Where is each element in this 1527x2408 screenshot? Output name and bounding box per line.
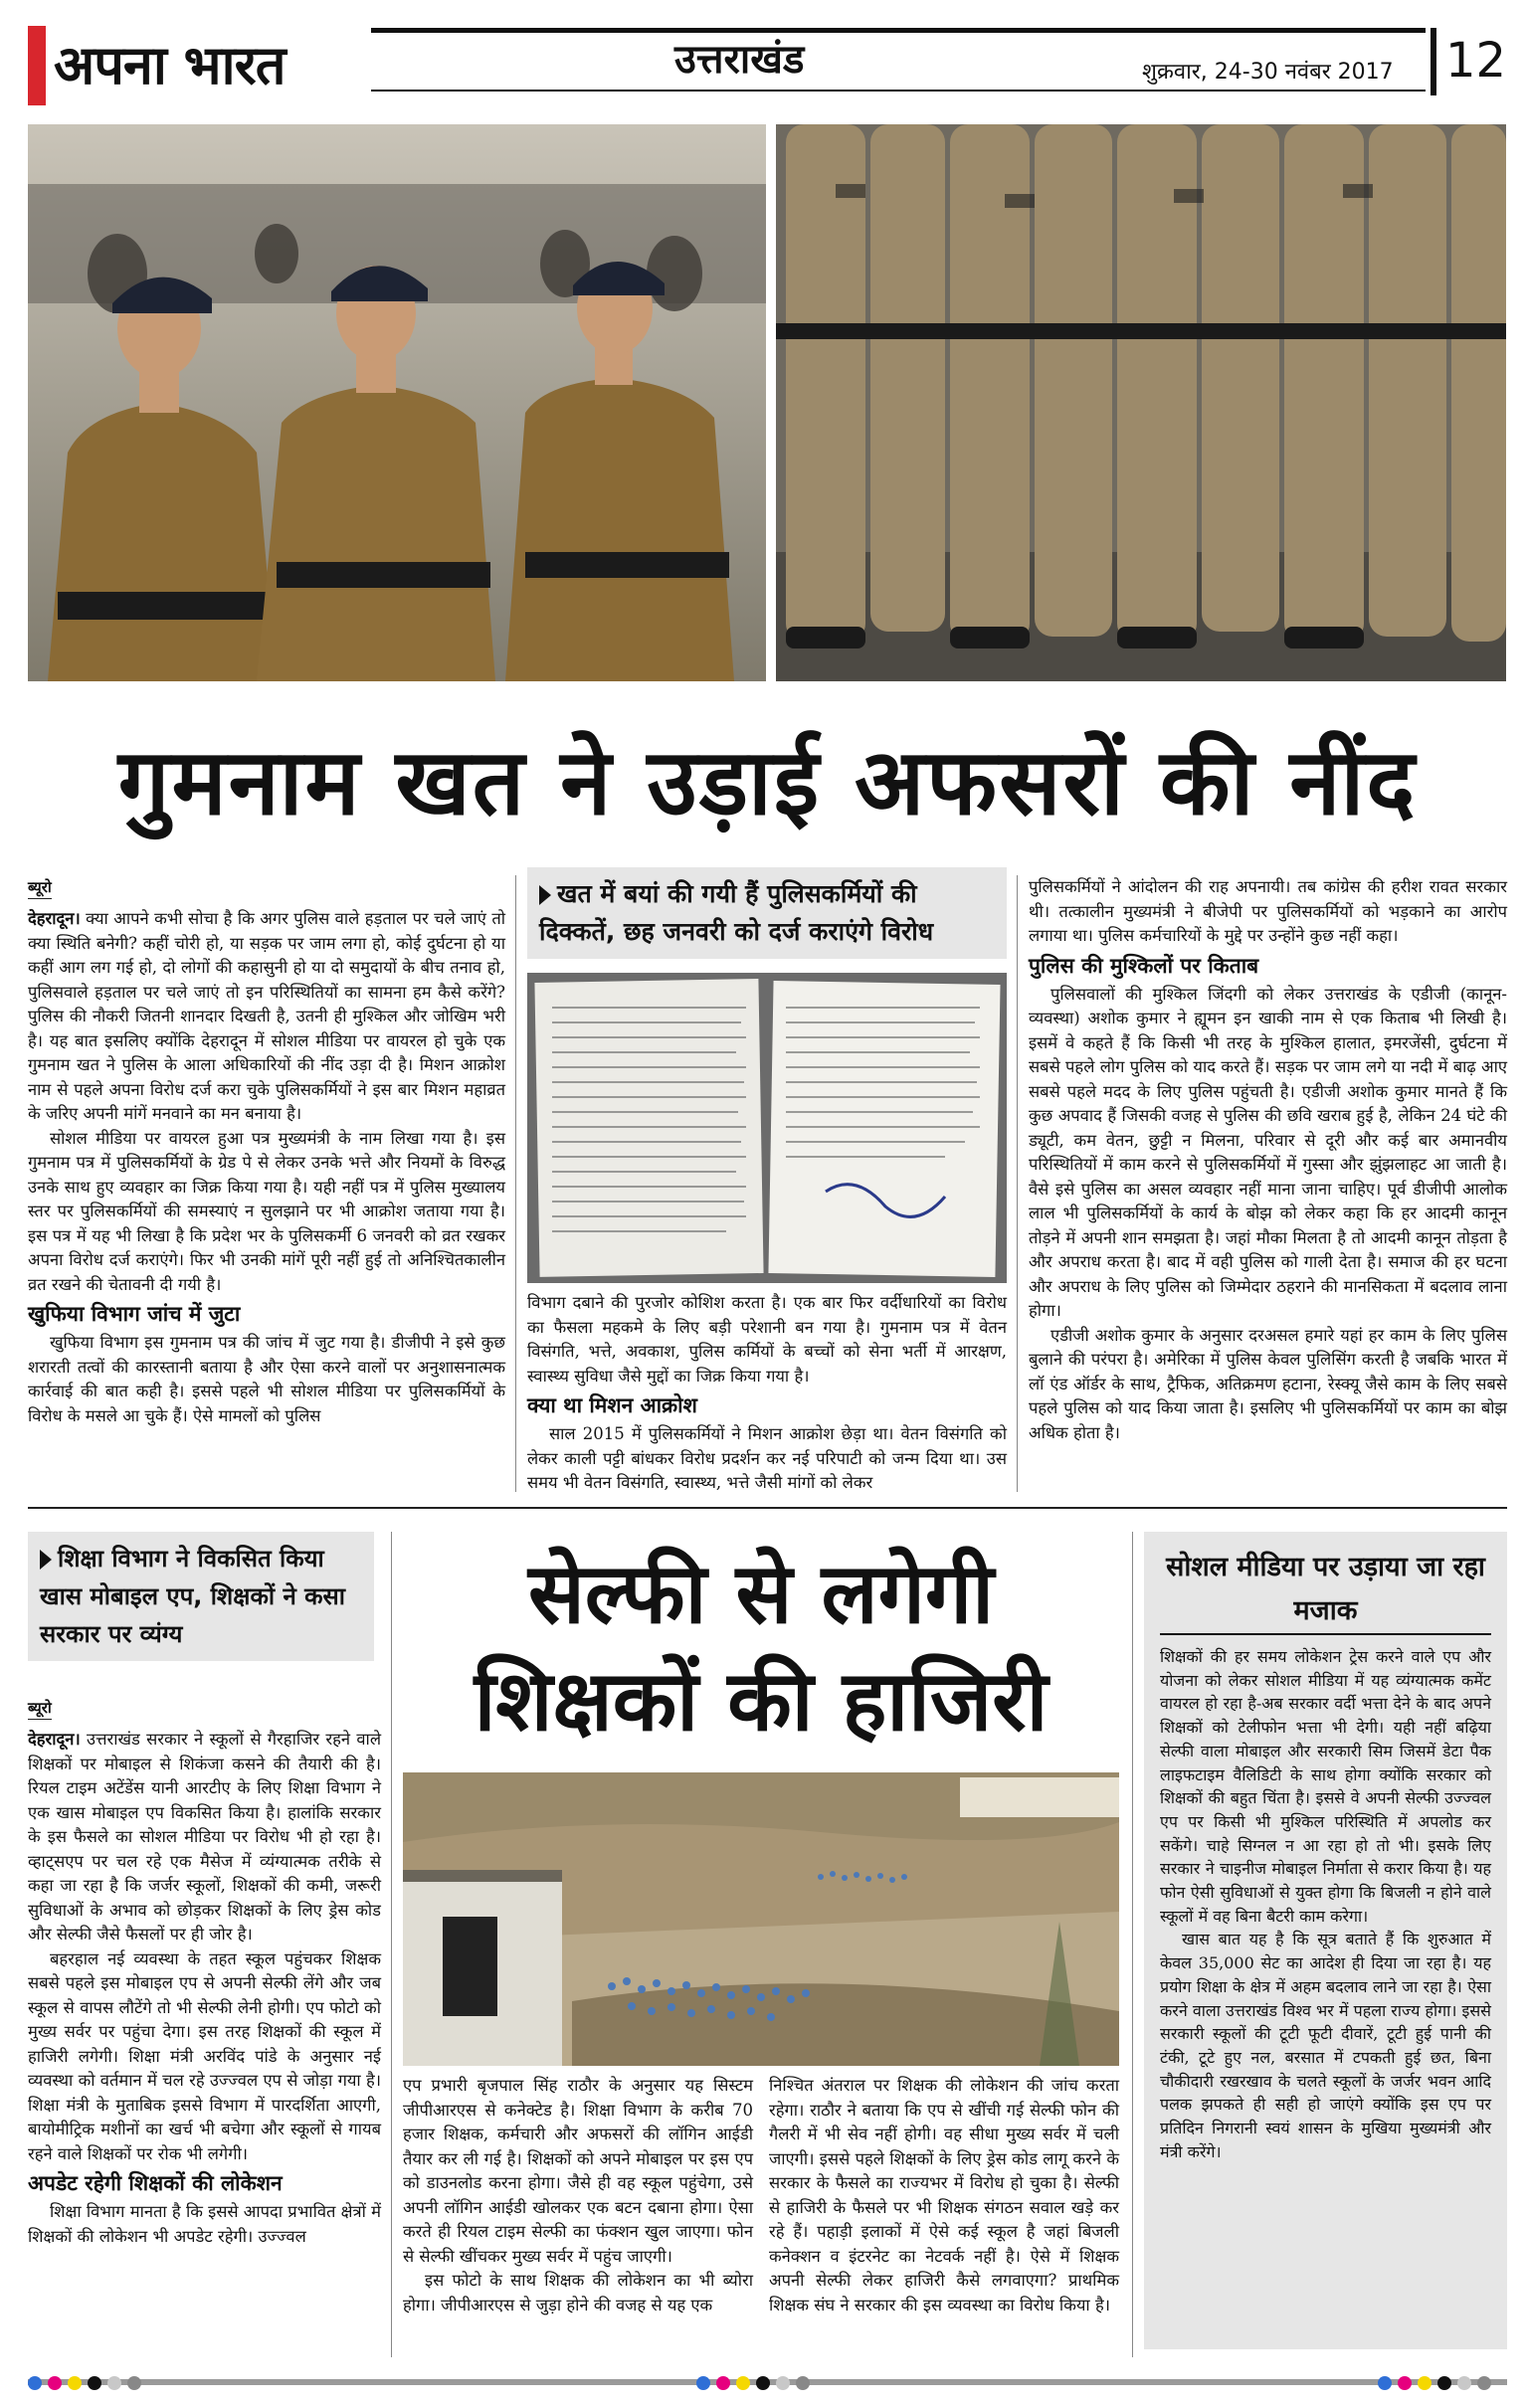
column-divider (515, 875, 516, 1492)
story2-paragraph: इस फोटो के साथ शिक्षक की लोकेशन का भी ब्योरा होगा। जीपीआरएस से जुड़ा होने की वजह से यह एक (403, 2271, 753, 2315)
story1-paragraph: सोशल मीडिया पर वायरल हुआ पत्र मुख्यमंत्री के नाम लिखा गया है। इस गुमनाम पत्र में पुलिसकर्मियों के ग्रेड पे से लेकर उनके भत्ते और नियमों के विरुद्ध उनके साथ हुए व्यवहार का जिक्र किया गया है। यही नहीं पत्र में पुलिस मुख्यालय स्तर पर पुलिसकर्मियों की समस्याएं न सुलझाने पर भी आक्रोश जताया गया है। इस पत्र में यह भी लिखा है कि प्रदेश भर के पुलिसकर्मी 6 जनवरी को व्रत रखकर अपना विरोध दर्ज कराएंगे। फिर भी उनकी मांगें पूरी नहीं हुई तो अनिश्चितकालीन व्रत रखने की चेतावनी दी गयी है। (28, 1128, 505, 1294)
registration-dot (776, 2376, 790, 2390)
registration-dot (88, 2376, 101, 2390)
section-name: उत्तराखंड (674, 37, 805, 83)
story2-paragraph: एप प्रभारी बृजपाल सिंह राठौर के अनुसार यह सिस्टम जीपीआरएस से कनेक्टेड है। शिक्षा विभाग के करीब 70 हजार शिक्षक, कर्मचारी और अफसरों की लॉगिन आईडी तैयार कर ली गई है। शिक्षकों को अपने मोबाइल पर इस एप को डाउनलोड करना होगा। जैसे ही वह स्कूल पहुंचेगा, उसे अपनी लॉगिन आईडी खोलकर एक बटन दबाना होगा। ऐसा करते ही रियल टाइम सेल्फी का फंक्शन खुल जाएगा। फोन से सेल्फी खींचकर मुख्य सर्वर में पहुंच जाएगी। (403, 2076, 753, 2266)
story1-column-2 (527, 1291, 1007, 1496)
story2-headline-line2: शिक्षकों की हाजिरी (474, 1652, 1049, 1750)
registration-dot (1418, 2376, 1432, 2390)
story1-subhead: पुलिस की मुश्किलों पर किताब (1029, 953, 1259, 978)
registration-dot (696, 2376, 710, 2390)
police-officers-photo (28, 124, 766, 681)
column-divider (1017, 875, 1018, 1492)
story2-callout-text: शिक्षा विभाग ने विकसित किया खास मोबाइल एप, शिक्षकों ने कसा सरकार पर व्यंग्य (40, 1545, 345, 1648)
sidebar-paragraph: शिक्षकों की हर समय लोकेशन ट्रेस करने वाले एप और योजना को लेकर सोशल मीडिया में यह व्यंग्यात्मक कमेंट वायरल हो रहा है-अब सरकार वर्दी भत्ता देने के बाद अपने शिक्षकों को टेलीफोन भत्ता भी देगी। यही नहीं बढ़िया सेल्फी वाला मोबाइल और सरकारी सिम जिसमें डेटा पैक लाइफटाइम वैलिडिटी के साथ होगा क्योंकि सरकार को शिक्षकों की बहुत चिंता है। इससे वे अपनी सेल्फी उज्ज्वल एप पर किसी भी मुश्किल परिस्थिति में अपलोड कर सकेंगे। चाहे सिग्नल न आ रहा हो तो भी। इसके लिए सरकार ने चाइनीज मोबाइल निर्माता से करार किया है। यह फोन ऐसी सुविधाओं से युक्त होगा कि बिजली न होने वाले स्कूलों में वह बिना बैटरी काम करेगा। (1160, 1647, 1491, 1926)
story1-paragraph: विभाग दबाने की पुरजोर कोशिश करता है। एक बार फिर वर्दीधारियों का विरोध का फैसला महकमे के लिए बड़ी परेशानी बन गया है। गुमनाम पत्र में वेतन विसंगति, भत्ते, अवकाश, पुलिस कर्मियों के बच्चों को सेना भर्ती में आरक्षण, स्वास्थ्य सुविधा जैसे मुद्दों का जिक्र किया गया है। (527, 1293, 1007, 1386)
story1-paragraph: पुलिसवालों की मुश्किल जिंदगी को लेकर उत्तराखंड के एडीजी (कानून-व्यवस्था) अशोक कुमार ने ह्यूमन इन खाकी नाम से एक किताब भी लिखी है। इसमें वे कहते हैं कि किसी भी तरह के मुश्किल हालात, इमरजेंसी, दुर्घटना में सबसे पहले लोग पुलिस को याद करते हैं। सड़क पर जाम लगे या नदी में बाढ़ आए सबसे पहले मदद के लिए पुलिस पहुंचती है। एडीजी अशोक कुमार मानते हैं कि कुछ अपवाद हैं जिसकी वजह से पुलिस की छवि खराब हुई है, लेकिन 24 घंटे की ड्यूटी, कम वेतन, छुट्टी न मिलना, परिवार से दूरी और कई बार अमानवीय परिस्थितियों में काम करने से पुलिसकर्मियों में गुस्सा और झुंझलाहट आ जाती है। वैसे इसे पुलिस का असल व्यवहार नहीं माना जाना चाहिए। पूर्व डीजीपी आलोक लाल भी पुलिसकर्मियों के कार्य के बोझ को लेकर कहा कि हर आदमी कानून तोड़ने में अपनी शान समझता है। जहां मौका मिलता है तो आदमी कानून तोड़ता है और अपराध करता है। बाद में वही पुलिस को गाली देता है। समाज की हर घटना और अपराध के लिए पुलिस को जिम्मेदार ठहराने की मानसिकता में बदलाव लाना होगा। (1029, 984, 1507, 1320)
anonymous-letter-photo (527, 973, 1007, 1283)
story2-paragraph: निश्चित अंतराल पर शिक्षक की लोकेशन की जांच करता रहेगा। राठौर ने बताया कि एप से खींची गई सेल्फी फोन की गैलरी में भी सेव नहीं होगी। वह सीधा मुख्य सर्वर में चली जाएगी। इससे पहले शिक्षकों के लिए ड्रेस कोड लागू करने के सरकार के फैसले का राज्यभर में विरोध हो चुका है। सेल्फी से हाजिरी के फैसले पर भी शिक्षक संगठन सवाल खड़े कर रहे हैं। पहाड़ी इलाकों में ऐसे कई स्कूल है जहां बिजली कनेक्शन व इंटरनेट का नेटवर्क नहीं है। ऐसे में शिक्षक अपनी सेल्फी लेकर हाजिरी कैसे लगवाएगा? प्राथमिक शिक्षक संघ ने सरकार की इस व्यवस्था का विरोध किया है। (769, 2076, 1119, 2315)
triangle-bullet-icon (40, 1550, 52, 1570)
story2-column-3 (769, 2074, 1119, 2317)
page-number-divider (1431, 28, 1436, 95)
registration-dot (1398, 2376, 1412, 2390)
registration-dot (716, 2376, 730, 2390)
registration-dot (1378, 2376, 1392, 2390)
masthead (28, 18, 1507, 109)
story2-paragraph: शिक्षा विभाग मानता है कि इससे आपदा प्रभावित क्षेत्रों में शिक्षकों की लोकेशन भी अपडेट रहेगी। उज्ज्वल (28, 2202, 381, 2246)
story1-paragraph: साल 2015 में पुलिसकर्मियों ने मिशन आक्रोश छेड़ा था। वेतन विसंगति को लेकर काली पट्टी बांधकर विरोध प्रदर्शन कर नई परिपाटी को जन्म दिया था। उस समय भी वेतन विसंगति, स्वास्थ्य, भत्ते जैसी मांगों को लेकर (527, 1424, 1007, 1492)
story1-paragraph: पुलिसकर्मियों ने आंदोलन की राह अपनायी। तब कांग्रेस की हरीश रावत सरकार थी। तत्कालीन मुख्यमंत्री ने बीजेपी पर पुलिसकर्मियों को भड़काने का आरोप लगाया था। पुलिस कर्मचारियों के मुद्दे पर उन्होंने कुछ नहीं कहा। (1029, 877, 1507, 945)
registration-dot (107, 2376, 121, 2390)
story2-paragraph: उत्तराखंड सरकार ने स्कूलों से गैरहाजिर रहने वाले शिक्षकों पर मोबाइल से शिकंजा कसने की तैयारी की है। रियल टाइम अटेंडेंस यानी आरटीए के लिए शिक्षा विभाग ने एक खास मोबाइल एप विकसित किया है। हालांकि सरकार के इस फैसले का सोशल मीडिया पर विरोध भी हो रहा है। व्हाट्सएप पर चल रहे एक मैसेज में व्यंग्यात्मक तरीके से कहा जा रहा है कि जर्जर स्कूलों, शिक्षकों की कमी, जरूरी सुविधाओं के अभाव को छोड़कर शिक्षकों के लिए ड्रेस कोड और सेल्फी जैसे फैसलों पर ही जोर है। (28, 1730, 382, 1944)
logo-accent-bar (28, 26, 46, 105)
story1-subhead: क्या था मिशन आक्रोश (527, 1393, 697, 1417)
story1-paragraph: क्या आपने कभी सोचा है कि अगर पुलिस वाले हड़ताल पर चले जाएं तो क्या स्थिति बनेगी? कहीं चोरी हो, या सड़क पर जाम लगा हो, कोई दुर्घटना हो या कहीं आग लग गई हो, दो लोगों की कहासुनी हो या दो समुदायों के बीच तनाव हो, पुलिसवाले हड़ताल पर चले जाएं तो इन परिस्थितियों का सामना हम कैसे करेंगे? पुलिस की नौकरी जितनी शानदार दिखती है, उतनी ही मुश्किल और जोखिम भरी है। यह बात इसलिए क्योंकि देहरादून में सोशल मीडिया पर वायरल हो चुके एक गुमनाम खत ने पुलिस के आला अधिकारियों की नींद उड़ा दी है। मिशन आक्रोश नाम से पहले अपना विरोध दर्ज करा चुके पुलिसकर्मियों ने इस बार मिशन महाव्रत के जरिए अपनी मांगें मनवाने का मन बनाया है। (28, 909, 505, 1123)
sidebar-paragraph: खास बात यह है कि सूत्र बताते हैं कि शुरुआत में केवल 35,000 सेट का आदेश ही दिया जा रहा है। यह प्रयोग शिक्षा के क्षेत्र में अहम बदलाव लाने जा रहा है। ऐसा करने वाला उत्तराखंड विश्व भर में पहला राज्य होगा। इससे सरकारी स्कूलों की टूटी फूटी दीवारें, टूटी हुई पानी की टंकी, टूटे हुए नल, बरसात में टपकती हुई छत, बिना चौकीदारी रखरखाव के चलते स्कूलों के जर्जर भवन आदि पलक झपकते ही सही हो जाएंगे क्योंकि इस एप पर प्रतिदिन निगरानी स्वयं शासन के मुखिया मुख्यमंत्री और मंत्री करेंगे। (1160, 1930, 1491, 2161)
story2-column-1 (28, 1696, 381, 2249)
page-number: 12 (1445, 33, 1507, 89)
registration-dots-center (696, 2375, 816, 2394)
story2-callout (28, 1532, 374, 1661)
registration-dots-right (1378, 2375, 1497, 2394)
story1-byline: ब्यूरो (28, 876, 52, 899)
registration-dot (28, 2376, 42, 2390)
story2-dateline: देहरादून। (28, 1730, 81, 1749)
registration-dot (1477, 2376, 1491, 2390)
section-divider (28, 1507, 1507, 1509)
story1-column-3 (1029, 875, 1507, 1445)
column-divider (391, 1532, 392, 2357)
school-assembly-photo (403, 1772, 1119, 2066)
story1-column-1 (28, 875, 505, 1428)
issue-date: शुक्रवार, 24-30 नवंबर 2017 (1142, 60, 1394, 85)
registration-dot (1437, 2376, 1451, 2390)
story2-column-2 (403, 2074, 753, 2317)
registration-dot (48, 2376, 62, 2390)
main-headline: गुमनाम खत ने उड़ाई अफसरों की नींद (117, 729, 1418, 835)
story2-byline: ब्यूरो (28, 1697, 52, 1720)
story1-paragraph: एडीजी अशोक कुमार के अनुसार दरअसल हमारे यहां हर काम के लिए पुलिस बुलाने की परंपरा है। अमेरिका में पुलिस केवल पुलिसिंग करती है जबकि भारत में लॉ एंड ऑर्डर के साथ, ट्रैफिक, अतिक्रमण हटाना, रेस्क्यू जैसे काम के लिए सबसे पहले पुलिस को याद किया जाता है। इसलिए भी पुलिसकर्मियों पर काम का बोझ अधिक होता है। (1029, 1325, 1507, 1442)
social-media-sidebar (1144, 1532, 1507, 2349)
sidebar-title: सोशल मीडिया पर उड़ाया जा रहा मजाक (1160, 1546, 1491, 1635)
story2-paragraph: बहरहाल नई व्यवस्था के तहत स्कूल पहुंचकर शिक्षक सबसे पहले इस मोबाइल एप से अपनी सेल्फी लेंगे और जब स्कूल से वापस लौटेंगे तो भी सेल्फी लेनी होगी। एप फोटो को मुख्य सर्वर पर पहुंचा देगा। इस तरह शिक्षकों की स्कूल में हाजिरी लगेगी। शिक्षा मंत्री अरविंद पांडे के अनुसार नई व्यवस्था को वर्तमान में चल रहे उज्ज्वल एप से जोड़ा गया है। शिक्षा मंत्री के मुताबिक इससे विभाग में पारदर्शिता आएगी, बायोमीट्रिक मशीनों का खर्च भी बचेगा और स्कूलों से गायब रहने वाले शिक्षकों पर रोक भी लगेगी। (28, 1948, 381, 2163)
column-divider (1132, 1532, 1133, 2357)
story1-callout (527, 867, 1007, 959)
registration-dots-left (28, 2375, 147, 2394)
story1-subhead: खुफिया विभाग जांच में जुटा (28, 1302, 241, 1326)
registration-dot (756, 2376, 770, 2390)
registration-dot (736, 2376, 750, 2390)
registration-dot (1457, 2376, 1471, 2390)
registration-dot (796, 2376, 810, 2390)
triangle-bullet-icon (539, 885, 551, 905)
story2-headline (393, 1540, 1129, 1755)
story1-dateline: देहरादून। (28, 909, 81, 928)
story2-headline-line1: सेल्फी से लगेगी (528, 1545, 994, 1642)
masthead-rule-bottom (371, 90, 1426, 92)
newspaper-logo (28, 26, 371, 105)
registration-dot (127, 2376, 141, 2390)
story2-subhead: अपडेट रहेगी शिक्षकों की लोकेशन (28, 2171, 283, 2195)
police-uniforms-photo (776, 124, 1506, 681)
logo-text: अपना भारत (54, 34, 286, 96)
sidebar-body (1160, 1645, 1491, 2163)
masthead-rule-top (371, 28, 1426, 33)
story1-callout-text: खत में बयां की गयी हैं पुलिसकर्मियों की दिक्कतें, छह जनवरी को दर्ज कराएंगे विरोध (539, 879, 934, 946)
story1-paragraph: खुफिया विभाग इस गुमनाम पत्र की जांच में जुट गया है। डीजीपी ने इसे कुछ शरारती तत्वों की कारस्तानी बताया है और ऐसा करने वालों पर अनुशासनात्मक कार्रवाई की बात कही है। इससे पहले भी सोशल मीडिया पर पुलिसकर्मियों के विरोध के मसले आ चुके हैं। ऐसे मामलों को पुलिस (28, 1333, 505, 1425)
registration-dot (68, 2376, 82, 2390)
